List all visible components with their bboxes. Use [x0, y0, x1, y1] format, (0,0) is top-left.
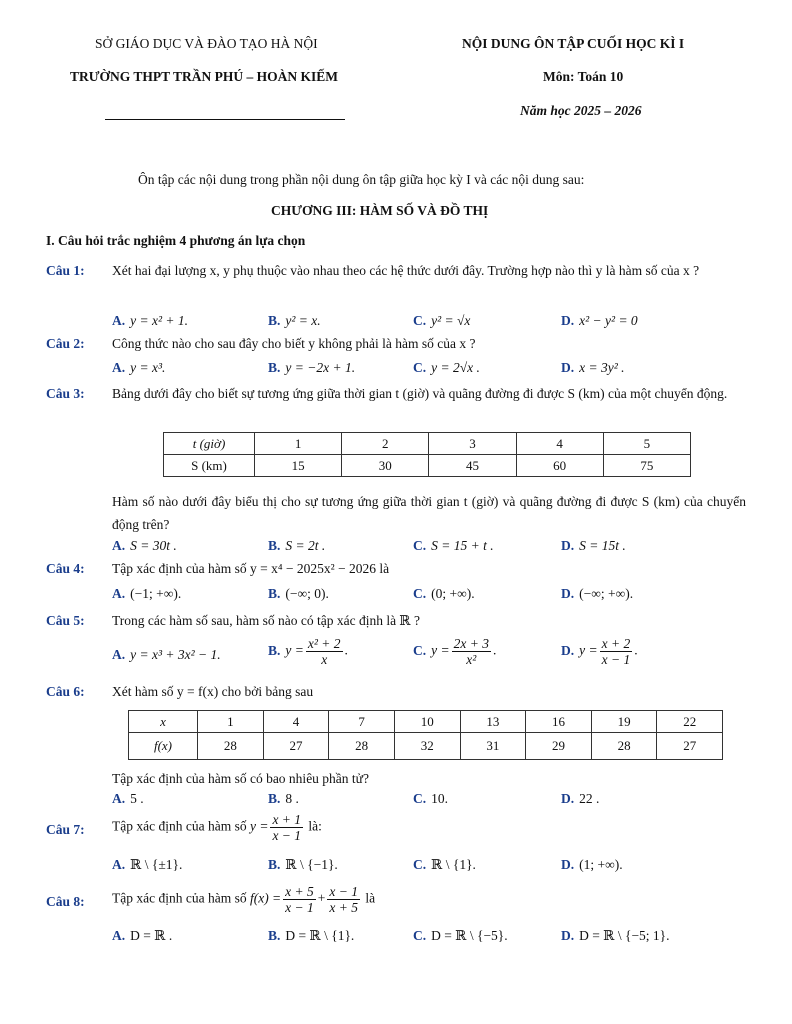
table-cell: 27	[263, 733, 329, 760]
option-d: D. (1; +∞).	[561, 857, 623, 872]
fraction: $\frac{x + 2}{x - 1}$	[601, 636, 631, 667]
question-text: Tập xác định của hàm số y = x⁴ − 2025x² − 2026 là	[112, 561, 390, 576]
table-cell: 31	[460, 733, 526, 760]
section-title: I. Câu hỏi trắc nghiệm 4 phương án lựa chọn	[46, 233, 306, 248]
option-d: D. y = $\frac{x + 2}{x - 1}$ .	[561, 636, 638, 667]
question-text: Tập xác định của hàm số f(x) = $\frac{x + 5}{x - 1}$ + $\frac{x - 1}{x + 5}$ là	[112, 884, 376, 915]
table-cell: 29	[526, 733, 592, 760]
intro-text: Ôn tập các nội dung trong phần nội dung ôn tập giữa học kỳ I và các nội dung sau:	[138, 172, 585, 187]
fraction: $\frac{x - 1}{x + 5}$	[329, 884, 359, 915]
question-text: Công thức nào cho sau đây cho biết y không phải là hàm số của x ?	[112, 336, 476, 351]
table-cell: 7	[329, 711, 395, 733]
table-cell: 1	[198, 711, 264, 733]
option-d: D. 22 .	[561, 791, 600, 806]
option-b: B. y² = x.	[268, 313, 321, 328]
chapter-title: CHƯƠNG III: HÀM SỐ VÀ ĐỒ THỊ	[271, 203, 489, 218]
question-label: Câu 8:	[46, 894, 85, 909]
option-b: B. (−∞; 0).	[268, 586, 329, 601]
table-cell: 75	[603, 455, 690, 477]
option-d: D. x = 3y² .	[561, 360, 625, 375]
fraction: $\frac{2x + 3}{\text{x²}}$	[453, 636, 489, 667]
option-c: C. 10.	[413, 791, 448, 806]
question-label: Câu 7:	[46, 822, 85, 837]
fraction: $\frac{\text{x² + 2}}{x}$	[307, 636, 341, 667]
table-cell: 32	[394, 733, 460, 760]
table-row	[129, 711, 723, 733]
table-cell: 28	[198, 733, 264, 760]
question-label: Câu 2:	[46, 336, 85, 351]
option-a: A. y = x² + 1.	[112, 313, 189, 328]
table-row	[129, 733, 723, 760]
question-text: Xét hai đại lượng x, y phụ thuộc vào nhau theo các hệ thức dưới đây. Trường hợp nào thì y là hàm số của x ?	[112, 263, 700, 278]
table-cell: 28	[591, 733, 657, 760]
option-c: C. D = ℝ \ {−5}.	[413, 928, 508, 943]
table-cell: 60	[516, 455, 603, 477]
question-text-continued: Tập xác định của hàm số có bao nhiêu phần tử?	[112, 771, 369, 786]
table-row	[164, 433, 691, 455]
table-cell: 16	[526, 711, 592, 733]
table-cell: 15	[255, 455, 342, 477]
question-label: Câu 1:	[46, 263, 85, 278]
option-d: D. D = ℝ \ {−5; 1}.	[561, 928, 670, 943]
question-text: Tập xác định của hàm số y = $\frac{x + 1}{x - 1}$ là:	[112, 812, 322, 843]
table-cell: 28	[329, 733, 395, 760]
table-cell: 45	[429, 455, 516, 477]
table-cell: 1	[255, 433, 342, 455]
table-cell: 13	[460, 711, 526, 733]
document-title: NỘI DUNG ÔN TẬP CUỐI HỌC KÌ I	[462, 36, 685, 51]
question-label: Câu 4:	[46, 561, 85, 576]
option-c: C. y = 2√x .	[413, 360, 480, 375]
fraction: $\frac{x + 1}{x - 1}$	[272, 812, 302, 843]
option-d: D. (−∞; +∞).	[561, 586, 634, 601]
table-cell: 19	[591, 711, 657, 733]
table-cell: t (giờ)	[164, 433, 255, 455]
question-label: Câu 3:	[46, 386, 85, 401]
option-a: A. y = x³ + 3x² − 1.	[112, 647, 221, 662]
option-b: B. D = ℝ \ {1}.	[268, 928, 355, 943]
option-a: A. ℝ \ {±1}.	[112, 857, 183, 872]
table-cell: 3	[429, 433, 516, 455]
option-b: B. y = $\frac{\text{x² + 2}}{x}$ .	[268, 636, 348, 667]
fraction: $\frac{x + 5}{x - 1}$	[285, 884, 314, 915]
table-cell: 22	[657, 711, 723, 733]
function-value-table	[128, 710, 723, 760]
table-cell: x	[129, 711, 198, 733]
option-a: A. D = ℝ .	[112, 928, 173, 943]
question-label: Câu 6:	[46, 684, 85, 699]
option-c: C. (0; +∞).	[413, 586, 475, 601]
question-label: Câu 5:	[46, 613, 85, 628]
question-text-continued: Hàm số nào dưới đây biểu thị cho sự tương ứng giữa thời gian t (giờ) và quãng đường đi được S (km) của chuyển động trên?	[112, 494, 746, 532]
question-text: Trong các hàm số sau, hàm số nào có tập xác định là ℝ ?	[112, 613, 421, 628]
option-c: C. ℝ \ {1}.	[413, 857, 476, 872]
option-b: B. 8 .	[268, 791, 299, 806]
table-cell: 30	[342, 455, 429, 477]
table-cell: 10	[394, 711, 460, 733]
table-cell: f(x)	[129, 733, 198, 760]
table-row	[164, 455, 691, 477]
time-distance-table	[163, 432, 691, 477]
subject-label: Môn: Toán 10	[543, 69, 624, 84]
table-cell: 4	[263, 711, 329, 733]
table-cell: 2	[342, 433, 429, 455]
school-name: TRƯỜNG THPT TRẦN PHÚ – HOÀN KIẾM	[70, 69, 339, 84]
table-cell: 5	[603, 433, 690, 455]
header-divider	[105, 119, 345, 120]
option-c: C. S = 15 + t .	[413, 538, 494, 553]
option-d: D. x² − y² = 0	[561, 313, 638, 328]
option-b: B. S = 2t .	[268, 538, 326, 553]
option-d: D. S = 15t .	[561, 538, 626, 553]
option-a: A. (−1; +∞).	[112, 586, 182, 601]
option-c: C. y² = √x	[413, 313, 471, 328]
option-c: C. y = $\frac{2x + 3}{\text{x²}}$ .	[413, 636, 497, 667]
option-a: A. S = 30t .	[112, 538, 177, 553]
table-cell: 4	[516, 433, 603, 455]
table-cell: S (km)	[164, 455, 255, 477]
option-a: A. y = x³.	[112, 360, 166, 375]
table-cell: 27	[657, 733, 723, 760]
question-text: Bảng dưới đây cho biết sự tương ứng giữa thời gian t (giờ) và quãng đường đi được S (km) của một chuyển động.	[112, 386, 728, 401]
option-a: A. 5 .	[112, 791, 144, 806]
department-name: SỞ GIÁO DỤC VÀ ĐÀO TẠO HÀ NỘI	[95, 36, 318, 51]
question-text: Xét hàm số y = f(x) cho bởi bảng sau	[112, 684, 314, 699]
school-year: Năm học 2025 – 2026	[520, 103, 642, 118]
option-b: B. ℝ \ {−1}.	[268, 857, 338, 872]
option-b: B. y = −2x + 1.	[268, 360, 356, 375]
